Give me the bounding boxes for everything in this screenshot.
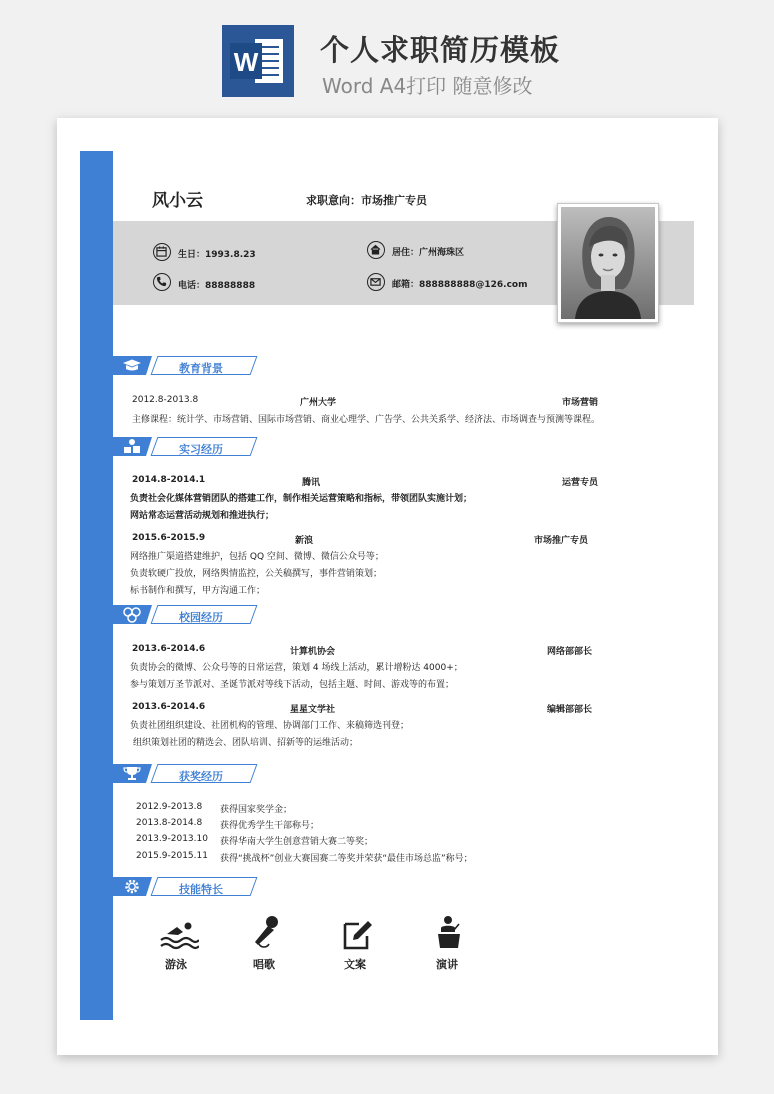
section-title-campus: 校园经历 xyxy=(179,611,223,624)
skill-label: 文案 xyxy=(344,958,366,971)
award-period: 2012.9-2013.8 xyxy=(136,802,203,812)
candidate-name: 风小云 xyxy=(152,191,203,211)
skill-label: 游泳 xyxy=(165,958,187,971)
education-period: 2012.8-2013.8 xyxy=(132,395,199,405)
speech-icon xyxy=(429,914,469,950)
award-text: 获得国家奖学金； xyxy=(220,805,293,815)
campus-duty: 组织策划社团的精选会、团队培训、招新等的运维活动； xyxy=(133,738,359,748)
campus-org: 计算机协会 xyxy=(290,647,336,657)
education-courses: 主修课程：统计学、市场营销、国际市场营销、商业心理学、广告学、公共关系学、经济法、市场调查与预测等课程。 xyxy=(132,415,601,425)
word-logo-letter: W xyxy=(233,47,259,77)
internship-icon xyxy=(112,437,152,456)
award-period: 2013.8-2014.8 xyxy=(136,818,203,828)
campus-period: 2013.6-2014.6 xyxy=(132,644,206,654)
award-period: 2013.9-2013.10 xyxy=(136,834,208,844)
internship-duty: 网络推广渠道搭建维护，包括 QQ 空间、微博、微信公众号等； xyxy=(130,552,384,562)
section-title-awards: 获奖经历 xyxy=(179,770,223,783)
education-major: 市场营销 xyxy=(562,398,599,408)
award-text: 获得华南大学生创意营销大赛二等奖； xyxy=(220,837,374,847)
campus-duty: 负责协会的微博、公众号等的日常运营，策划 4 场线上活动，累计增粉达 4000+； xyxy=(130,663,463,673)
award-text: 获得“挑战杯”创业大赛国赛二等奖并荣获“最佳市场总监”称号； xyxy=(220,854,473,864)
internship-role: 运营专员 xyxy=(562,478,599,488)
award-period: 2015.9-2015.11 xyxy=(136,851,208,861)
job-intent: 求职意向：市场推广专员 xyxy=(306,194,427,207)
graduation-cap-icon xyxy=(112,356,152,375)
profile-photo xyxy=(557,203,659,323)
page-subtitle: Word A4打印 随意修改 xyxy=(322,74,533,98)
writing-icon xyxy=(337,918,377,954)
internship-company: 新浪 xyxy=(295,536,314,546)
page-title: 个人求职简历模板 xyxy=(320,33,561,67)
internship-duty: 负责软硬广投放，网络舆情监控，公关稿撰写，事件营销策划； xyxy=(130,569,383,579)
accent-sidebar xyxy=(80,151,113,1020)
microphone-icon xyxy=(245,914,285,950)
section-title-skills: 技能特长 xyxy=(179,883,223,896)
portrait-image xyxy=(561,207,655,319)
email-info: 邮箱：888888888@126.com xyxy=(392,280,528,290)
skill-label: 演讲 xyxy=(436,958,458,971)
section-title-education: 教育背景 xyxy=(179,362,223,375)
swimming-icon xyxy=(159,916,199,952)
campus-duty: 参与策划万圣节派对、圣诞节派对等线下活动，包括主题、时间、游戏等的布置； xyxy=(130,680,455,690)
internship-duty: 负责社会化媒体营销团队的搭建工作，制作相关运营策略和指标，带领团队实施计划； xyxy=(130,494,473,504)
birth-info: 生日：1993.8.23 xyxy=(178,250,256,260)
campus-org: 星星文学社 xyxy=(290,705,336,715)
education-school: 广州大学 xyxy=(300,398,337,408)
trophy-icon xyxy=(112,764,152,783)
section-title-internship: 实习经历 xyxy=(179,443,223,456)
skill-label: 唱歌 xyxy=(253,958,275,971)
award-text: 获得优秀学生干部称号； xyxy=(220,821,320,831)
gear-icon xyxy=(112,877,152,896)
internship-role: 市场推广专员 xyxy=(534,536,589,546)
resume-page xyxy=(57,118,718,1055)
calendar-icon xyxy=(153,243,171,261)
internship-duty: 网站常态运营活动规划和推进执行； xyxy=(130,511,275,521)
residence-info: 居住：广州海珠区 xyxy=(392,248,465,258)
campus-role: 编辑部部长 xyxy=(547,705,593,715)
phone-icon xyxy=(153,273,171,291)
internship-duty: 标书制作和撰写，甲方沟通工作； xyxy=(130,586,266,596)
word-logo xyxy=(222,25,294,97)
campus-duty: 负责社团组织建设、社团机构的管理、协调部门工作、来稿筛选刊登； xyxy=(130,721,410,731)
home-icon xyxy=(367,241,385,259)
campus-group-icon xyxy=(112,605,152,624)
internship-company: 腾讯 xyxy=(302,478,321,488)
campus-period: 2013.6-2014.6 xyxy=(132,702,206,712)
internship-period: 2014.8-2014.1 xyxy=(132,475,206,485)
mail-icon xyxy=(367,273,385,291)
internship-period: 2015.6-2015.9 xyxy=(132,533,206,543)
campus-role: 网络部部长 xyxy=(547,647,593,657)
phone-info: 电话：88888888 xyxy=(178,281,256,291)
